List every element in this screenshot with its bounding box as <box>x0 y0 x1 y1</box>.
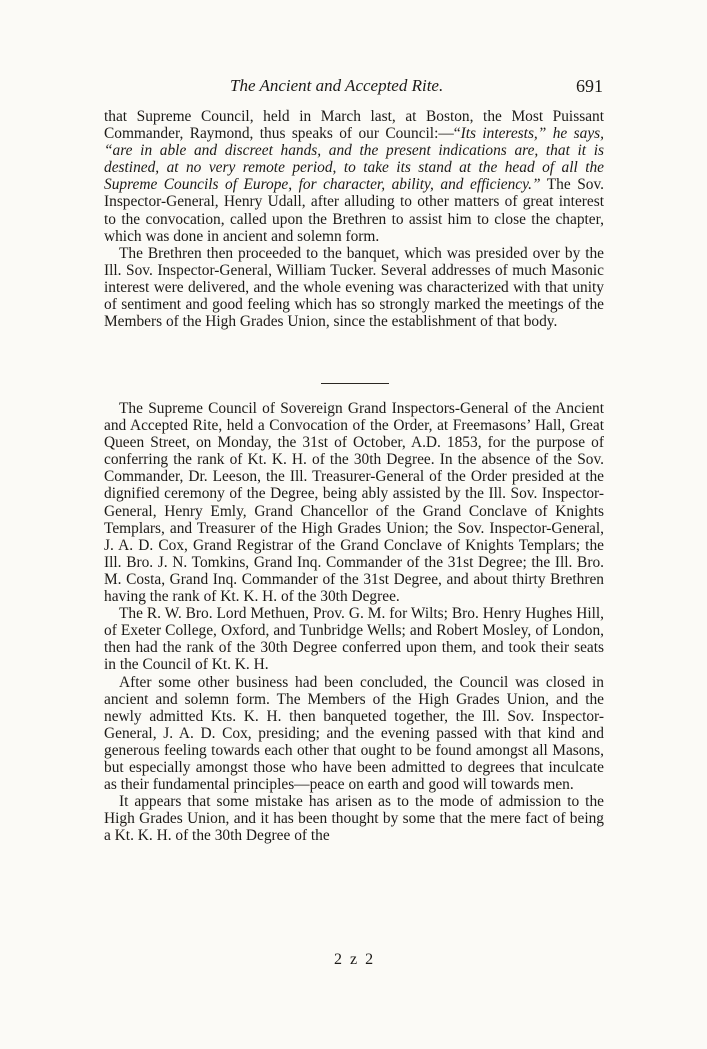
paragraph: The R. W. Bro. Lord Methuen, Prov. G. M. for Wilts; Bro. Henry Hughes Hill, of Exeter College, Oxford, and Tunbridge Wells; and Robert Mosley, of London, then had the rank of the 30th Degree conferred upon them, and took their seats in the Council of Kt. K. H. <box>104 605 604 674</box>
text-block-lower <box>104 400 604 844</box>
paragraph: The Supreme Council of Sovereign Grand Inspectors-General of the Ancient and Accepted Rite, held a Convocation of the Order, at Freemasons’ Hall, Great Queen Street, on Monday, the 31st of October, A.D. 1853, for the purpose of conferring the rank of Kt. K. H. of the 30th Degree. In the absence of the Sov. Commander, Dr. Leeson, the Ill. Treasurer-General of the Order presided at the dignified ceremony of the Degree, being ably assisted by the Ill. Sov. Inspector-General, Henry Emly, Grand Chancellor of the Grand Conclave of Knights Templars, and Treasurer of the High Grades Union; the Sov. Inspector-General, J. A. D. Cox, Grand Registrar of the Grand Conclave of Knights Templars; the Ill. Bro. J. N. Tomkins, Grand Inq. Commander of the 31st Degree; the Ill. Bro. M. Costa, Grand Inq. Commander of the 31st Degree, and about thirty Brethren having the rank of Kt. K. H. of the 30th Degree. <box>104 400 604 606</box>
paragraph-text: The Sov. Inspector-General, Henry Udall, after alluding to other matters of great interest to the convocation, called upon the Brethren to assist him to close the chapter, which was done in ancient and solemn form. <box>104 176 604 245</box>
signature-mark: 2 z 2 <box>334 951 376 968</box>
quoted-text: Its interests,” he says, “are in able and discreet hands, and the present indications are, that it is destined, at no very remote period, to take its stand at the head of all the Supreme Councils of Europe, for character, ability, and efficiency.” <box>104 125 604 194</box>
running-header <box>100 76 603 102</box>
paragraph <box>104 108 604 245</box>
paragraph: The Brethren then proceeded to the banquet, which was presided over by the Ill. Sov. Inspector-General, William Tucker. Several addresses of much Masonic interest were delivered, and the whole evening was characterized with that unity of sentiment and good feeling which has so strongly marked the meetings of the Members of the High Grades Union, since the establishment of that body. <box>104 244 604 331</box>
paragraph: It appears that some mistake has arisen as to the mode of admission to the High Grades Union, and it has been thought by some that the mere fact of being a Kt. K. H. of the 30th Degree of the <box>104 793 604 845</box>
paragraph-text: that Supreme Council, held in March last, at Boston, the Most Puissant Commander, Raymond, thus speaks of our Council:—“ <box>104 108 604 143</box>
section-divider <box>321 383 389 384</box>
page-number: 691 <box>576 76 603 96</box>
text-block-upper <box>104 108 604 330</box>
running-title: The Ancient and Accepted Rite. <box>230 76 444 95</box>
paragraph: After some other business had been concluded, the Council was closed in ancient and solemn form. The Members of the High Grades Union, and the newly admitted Kts. K. H. then banqueted together, the Ill. Sov. Inspector-General, J. A. D. Cox, presiding; and the evening passed with that kind and generous feeling towards each other that ought to be found amongst all Masons, but especially amongst those who have been admitted to degrees that inculcate as their fundamental principles—peace on earth and good will towards men. <box>104 673 604 794</box>
